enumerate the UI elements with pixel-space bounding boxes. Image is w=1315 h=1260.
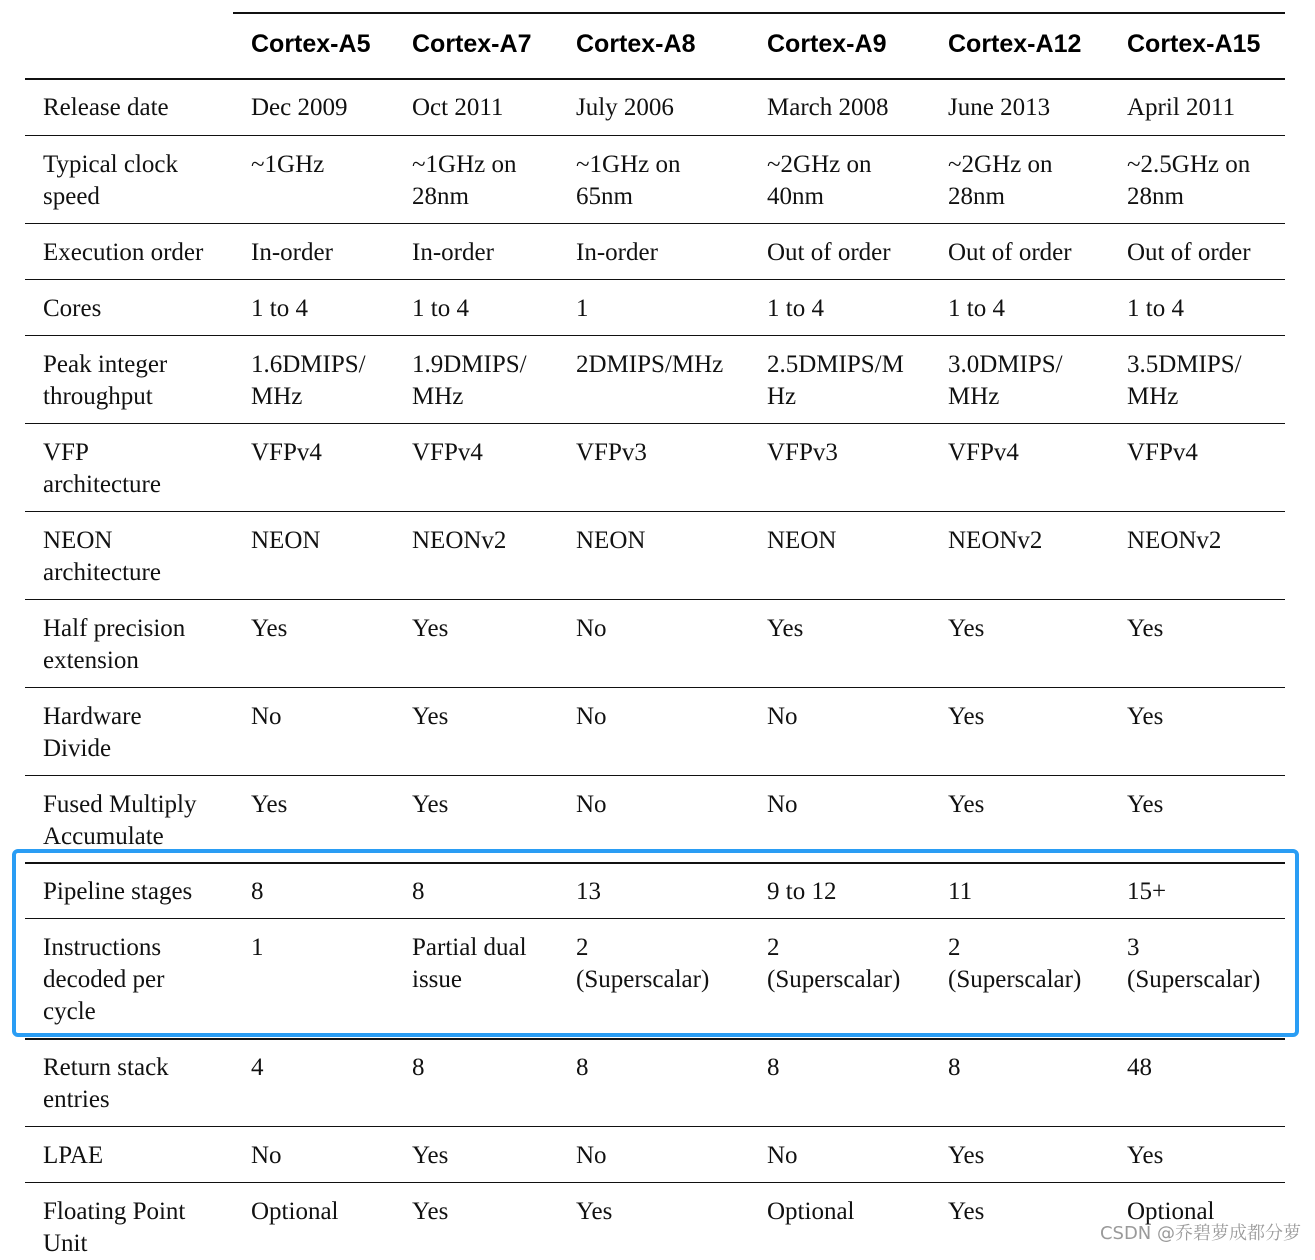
- row-label: Release date: [43, 94, 169, 121]
- table-cell: Optional: [251, 1198, 339, 1225]
- table-cell: Yes: [251, 615, 288, 642]
- table-cell: No: [576, 703, 607, 730]
- table-cell: No: [767, 791, 798, 818]
- row-divider: [25, 423, 1285, 424]
- table-cell: Partial dual issue: [412, 934, 527, 993]
- table-cell: In-order: [576, 239, 658, 266]
- table-cell: Yes: [412, 703, 449, 730]
- row-divider: [25, 1126, 1285, 1127]
- table-cell: Yes: [948, 615, 985, 642]
- table-cell: Dec 2009: [251, 94, 348, 121]
- table-cell: 1 to 4: [251, 295, 308, 322]
- table-cell: ~1GHz: [251, 151, 325, 178]
- table-cell: 1 to 4: [1127, 295, 1184, 322]
- header-rule: [25, 78, 1285, 80]
- table-cell: NEONv2: [948, 527, 1043, 554]
- table-cell: Yes: [948, 1198, 985, 1225]
- table-cell: Yes: [251, 791, 288, 818]
- row-label: Instructions decoded per cycle: [43, 934, 165, 1025]
- row-divider: [25, 135, 1285, 136]
- column-header: Cortex-A9: [767, 30, 887, 58]
- table-cell: 8: [767, 1054, 780, 1081]
- table-cell: 1 to 4: [767, 295, 824, 322]
- row-label: LPAE: [43, 1142, 104, 1169]
- table-cell: 1: [251, 934, 264, 961]
- row-divider: [25, 223, 1285, 224]
- table-cell: ~2.5GHz on 28nm: [1127, 151, 1251, 210]
- row-divider: [25, 1182, 1285, 1183]
- table-cell: 4: [251, 1054, 264, 1081]
- table-cell: 1.9DMIPS/ MHz: [412, 351, 527, 410]
- table-cell: No: [576, 615, 607, 642]
- table-cell: July 2006: [576, 94, 674, 121]
- table-cell: No: [251, 1142, 282, 1169]
- table-cell: Yes: [412, 615, 449, 642]
- row-divider: [25, 335, 1285, 336]
- table-cell: VFPv3: [767, 439, 838, 466]
- table-cell: 2DMIPS/MHz: [576, 351, 724, 378]
- table-cell: ~2GHz on 40nm: [767, 151, 872, 210]
- table-cell: Yes: [576, 1198, 613, 1225]
- table-cell: March 2008: [767, 94, 889, 121]
- table-cell: Yes: [1127, 791, 1164, 818]
- row-divider: [25, 687, 1285, 688]
- table-cell: Optional: [767, 1198, 855, 1225]
- table-cell: NEON: [251, 527, 321, 554]
- row-divider: [25, 511, 1285, 512]
- table-cell: No: [576, 791, 607, 818]
- row-divider: [25, 775, 1285, 776]
- table-cell: 8: [948, 1054, 961, 1081]
- table-cell: 2 (Superscalar): [767, 934, 901, 993]
- table-cell: 3 (Superscalar): [1127, 934, 1261, 993]
- table-cell: No: [767, 703, 798, 730]
- table-cell: No: [251, 703, 282, 730]
- table-cell: ~2GHz on 28nm: [948, 151, 1053, 210]
- table-cell: NEONv2: [1127, 527, 1222, 554]
- table-cell: Out of order: [1127, 239, 1251, 266]
- table-cell: 11: [948, 878, 973, 905]
- table-cell: No: [576, 1142, 607, 1169]
- table-cell: 9 to 12: [767, 878, 837, 905]
- table-cell: 2.5DMIPS/M Hz: [767, 351, 904, 410]
- table-cell: Yes: [412, 1198, 449, 1225]
- table-cell: April 2011: [1127, 94, 1236, 121]
- column-header: Cortex-A12: [948, 30, 1082, 58]
- table-cell: ~1GHz on 65nm: [576, 151, 681, 210]
- row-label: Peak integer throughput: [43, 351, 168, 410]
- table-cell: Yes: [948, 703, 985, 730]
- table-cell: 1 to 4: [412, 295, 469, 322]
- table-cell: NEON: [767, 527, 837, 554]
- table-cell: Out of order: [767, 239, 891, 266]
- table-cell: VFPv3: [576, 439, 647, 466]
- table-cell: 8: [251, 878, 264, 905]
- table-cell: Yes: [1127, 703, 1164, 730]
- row-divider: [25, 279, 1285, 280]
- table-cell: Yes: [948, 1142, 985, 1169]
- table-cell: 13: [576, 878, 601, 905]
- table-cell: In-order: [251, 239, 333, 266]
- row-label: Floating Point Unit: [43, 1198, 186, 1257]
- row-label: Cores: [43, 295, 102, 322]
- table-cell: 8: [576, 1054, 589, 1081]
- row-divider: [25, 1038, 1285, 1040]
- table-cell: June 2013: [948, 94, 1051, 121]
- row-label: Pipeline stages: [43, 878, 193, 905]
- table-top-rule: [233, 12, 1285, 14]
- row-label: VFP architecture: [43, 439, 161, 498]
- table-cell: NEONv2: [412, 527, 507, 554]
- table-cell: VFPv4: [948, 439, 1019, 466]
- table-cell: Optional: [1127, 1198, 1215, 1225]
- row-label: Execution order: [43, 239, 204, 266]
- table-cell: 48: [1127, 1054, 1152, 1081]
- table-cell: VFPv4: [1127, 439, 1198, 466]
- table-cell: No: [767, 1142, 798, 1169]
- table-cell: In-order: [412, 239, 494, 266]
- table-cell: 2 (Superscalar): [576, 934, 710, 993]
- table-cell: 2 (Superscalar): [948, 934, 1082, 993]
- table-cell: Yes: [412, 791, 449, 818]
- table-cell: Out of order: [948, 239, 1072, 266]
- row-label: Half precision extension: [43, 615, 186, 674]
- table-cell: Yes: [767, 615, 804, 642]
- column-header: Cortex-A5: [251, 30, 371, 58]
- column-header: Cortex-A8: [576, 30, 696, 58]
- table-cell: ~1GHz on 28nm: [412, 151, 517, 210]
- row-divider: [25, 599, 1285, 600]
- table-cell: 3.0DMIPS/ MHz: [948, 351, 1063, 410]
- table-cell: 15+: [1127, 878, 1167, 905]
- table-cell: 8: [412, 878, 425, 905]
- table-cell: 1 to 4: [948, 295, 1005, 322]
- row-label: Return stack entries: [43, 1054, 169, 1113]
- table-cell: Oct 2011: [412, 94, 504, 121]
- table-cell: VFPv4: [251, 439, 322, 466]
- table-cell: 1: [576, 295, 589, 322]
- table-cell: NEON: [576, 527, 646, 554]
- table-cell: Yes: [1127, 615, 1164, 642]
- table-cell: Yes: [412, 1142, 449, 1169]
- table-cell: 8: [412, 1054, 425, 1081]
- column-header: Cortex-A7: [412, 30, 532, 58]
- table-cell: VFPv4: [412, 439, 483, 466]
- row-label: Fused Multiply Accumulate: [43, 791, 197, 850]
- table-cell: Yes: [948, 791, 985, 818]
- column-header: Cortex-A15: [1127, 30, 1261, 58]
- highlight-box: [12, 849, 1299, 1037]
- table-cell: 1.6DMIPS/ MHz: [251, 351, 366, 410]
- table-cell: Yes: [1127, 1142, 1164, 1169]
- watermark: CSDN @乔碧萝成都分萝: [1099, 1223, 1301, 1244]
- table-cell: 3.5DMIPS/ MHz: [1127, 351, 1242, 410]
- row-label: NEON architecture: [43, 527, 161, 586]
- row-label: Typical clock speed: [43, 151, 178, 210]
- row-label: Hardware Divide: [43, 703, 142, 762]
